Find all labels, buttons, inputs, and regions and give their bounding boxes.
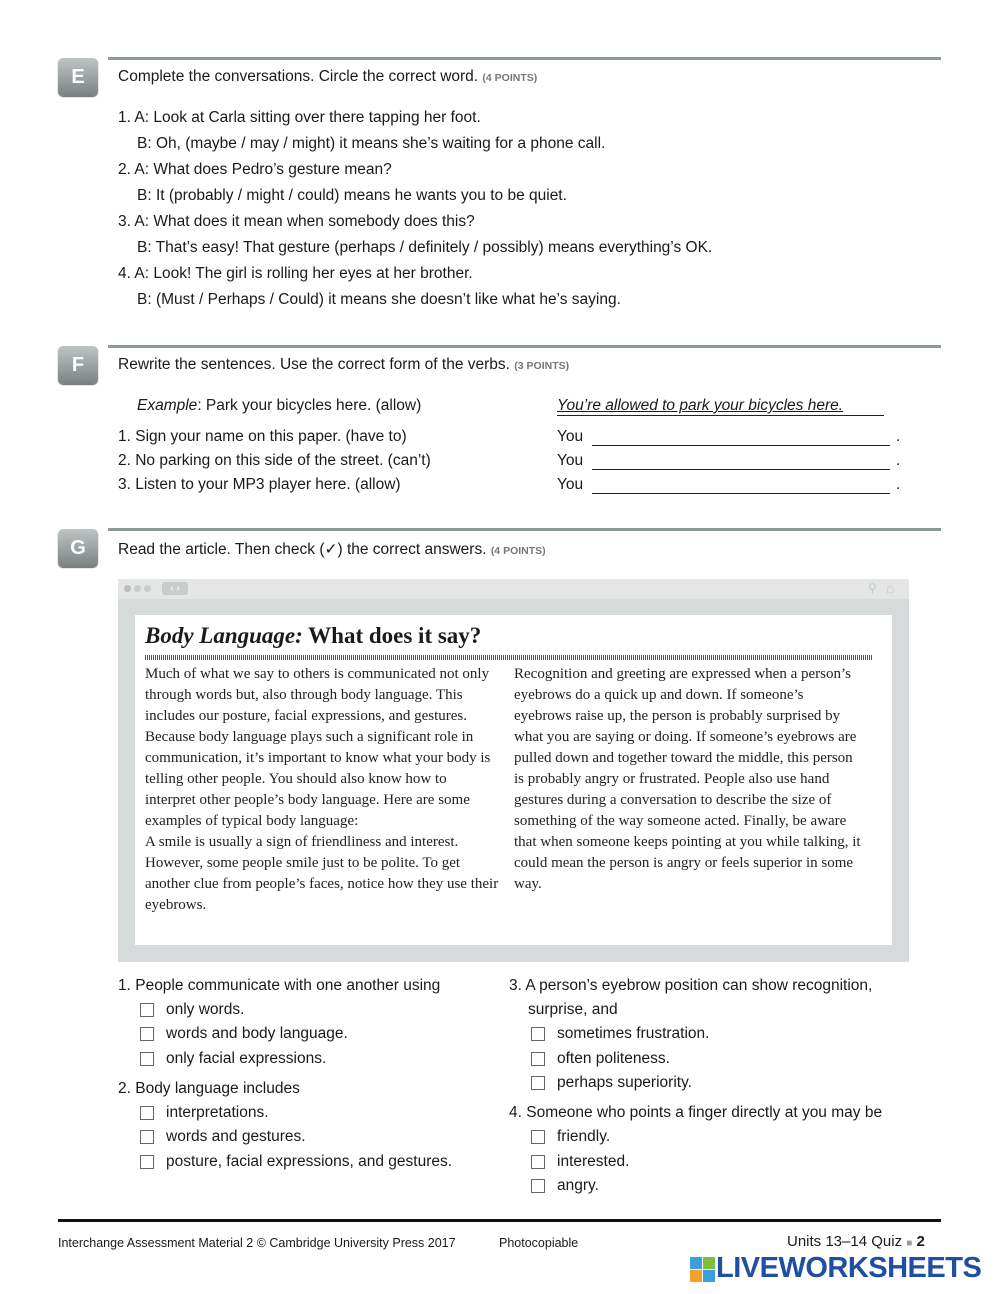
search-icon: ⚲ [868, 581, 877, 595]
f-item-2-prefix: You [557, 452, 584, 469]
window-dot-icon [144, 585, 151, 592]
e-line-2b[interactable]: B: It (probably / might / could) means he wants you to be quiet. [137, 187, 567, 204]
question-3-option-2-checkbox[interactable] [531, 1052, 545, 1066]
section-e-points: (4 POINTS) [482, 72, 538, 84]
question-1-option-3-checkbox[interactable] [140, 1052, 154, 1066]
question-1-stem: 1. People communicate with one another using [118, 977, 441, 994]
f-item-2-suffix: . [896, 452, 901, 469]
f-item-2: 2. No parking on this side of the street. (can’t) [118, 452, 431, 469]
question-1-option-3: only facial expressions. [166, 1050, 327, 1067]
article-left-paragraph-2: A smile is usually a sign of friendliness and interest. However, some people smile just to be polite. To get another clue from people’s faces, notice how they use their eyebrows. [145, 834, 499, 913]
article-title: Body Language: What does it say? [145, 623, 482, 648]
question-2-option-2-checkbox[interactable] [140, 1130, 154, 1144]
article-column-left [145, 664, 501, 916]
footer-separator-icon: ■ [906, 1238, 913, 1249]
article-title-divider [145, 655, 873, 660]
section-e-rule [108, 57, 941, 60]
e-line-2a: 2. A: What does Pedro’s gesture mean? [118, 161, 392, 178]
e-line-3a: 3. A: What does it mean when somebody does this? [118, 213, 475, 230]
f-item-3-suffix: . [896, 476, 901, 493]
window-dot-icon [134, 585, 141, 592]
footer-copyright: Interchange Assessment Material 2 © Cambridge University Press 2017 [58, 1236, 456, 1250]
section-g-instruction: Read the article. Then check (✓) the correct answers. (4 POINTS) [118, 541, 546, 558]
question-2-option-3-checkbox[interactable] [140, 1155, 154, 1169]
browser-toolbar [118, 579, 909, 599]
question-1-option-2: words and body language. [166, 1025, 348, 1042]
question-2-option-2: words and gestures. [166, 1128, 306, 1145]
liveworksheets-logo-icon [690, 1257, 716, 1283]
window-dot-icon [124, 585, 131, 592]
question-2-option-1: interpretations. [166, 1104, 269, 1121]
question-4-option-1-checkbox[interactable] [531, 1130, 545, 1144]
question-1-option-1-checkbox[interactable] [140, 1003, 154, 1017]
question-2-option-1-checkbox[interactable] [140, 1106, 154, 1120]
section-f-rule [108, 345, 941, 348]
e-line-1b[interactable]: B: Oh, (maybe / may / might) it means she’s waiting for a phone call. [137, 135, 606, 152]
question-3-option-1-checkbox[interactable] [531, 1027, 545, 1041]
section-g-badge: G [58, 529, 98, 567]
footer-page-number: 2 [916, 1233, 925, 1250]
e-line-4b[interactable]: B: (Must / Perhaps / Could) it means she doesn’t like what he’s saying. [137, 291, 621, 308]
question-3-option-3-checkbox[interactable] [531, 1076, 545, 1090]
question-4-option-2-checkbox[interactable] [531, 1155, 545, 1169]
question-3-stem: 3. A person’s eyebrow position can show recognition, [509, 977, 873, 994]
question-4-stem: 4. Someone who points a finger directly at you may be [509, 1104, 883, 1121]
liveworksheets-brand[interactable]: LIVEWORKSHEETS [716, 1252, 982, 1284]
footer-photocopiable: Photocopiable [499, 1236, 579, 1250]
f-item-1-suffix: . [896, 428, 901, 445]
back-forward-icon: ‹ › [162, 582, 188, 595]
section-f-points: (3 POINTS) [514, 360, 570, 372]
f-item-1: 1. Sign your name on this paper. (have to) [118, 428, 407, 445]
article-right-paragraph: Recognition and greeting are expressed when a person’s eyebrows do a quick up and down. If someone’s eyebrows raise up, the person is probably surprised by what you are saying or doing. If someone’s eyebrows are pulled down and together toward the middle, this person is probably angry or frustrated. People also use hand gestures during a conversation to describe the size of something of the way someone acted. Finally, be aware that when someone keeps pointing at you while talking, it could mean the person is angry or feels superior in some way. [514, 666, 861, 892]
question-1-option-2-checkbox[interactable] [140, 1027, 154, 1041]
f-item-3-prefix: You [557, 476, 584, 493]
question-1-option-1: only words. [166, 1001, 245, 1018]
question-3-stem-continued: surprise, and [528, 1001, 618, 1018]
f-example-answer: You’re allowed to park your bicycles here. [557, 397, 844, 414]
question-3-option-1: sometimes frustration. [557, 1025, 710, 1042]
question-3-option-2: often politeness. [557, 1050, 670, 1067]
e-line-3b[interactable]: B: That’s easy! That gesture (perhaps / definitely / possibly) means everything’s OK. [137, 239, 713, 256]
e-line-1a: 1. A: Look at Carla sitting over there tapping her foot. [118, 109, 481, 126]
question-4-option-2: interested. [557, 1153, 630, 1170]
home-icon: ⌂ [886, 580, 895, 596]
f-item-1-prefix: You [557, 428, 584, 445]
f-item-3: 3. Listen to your MP3 player here. (allow) [118, 476, 401, 493]
f-example: Example: Park your bicycles here. (allow) [137, 397, 422, 414]
article-column-right [514, 664, 862, 895]
section-e-badge: E [58, 58, 98, 96]
f-example-underline [557, 415, 884, 416]
article-left-paragraph-1: Much of what we say to others is communicated not only through words but, also through body language. This includes our posture, facial expressions, and gestures. Because body language plays such a significant role in communication, it’s important to know what your body is telling other people. You should also know how to interpret other people’s body language. Here are some examples of typical body language: [145, 666, 491, 829]
question-4-option-3: angry. [557, 1177, 599, 1194]
footer-rule [58, 1219, 941, 1222]
section-g-rule [108, 528, 941, 531]
section-g-points: (4 POINTS) [490, 545, 546, 557]
f-item-1-answer-line[interactable] [592, 445, 890, 446]
question-4-option-1: friendly. [557, 1128, 611, 1145]
section-e-instruction: Complete the conversations. Circle the correct word. (4 POINTS) [118, 68, 538, 85]
f-example-label: Example [137, 397, 198, 414]
section-f-instruction: Rewrite the sentences. Use the correct form of the verbs. (3 POINTS) [118, 356, 570, 373]
f-item-3-answer-line[interactable] [592, 493, 890, 494]
question-2-option-3: posture, facial expressions, and gestures. [166, 1153, 453, 1170]
question-3-option-3: perhaps superiority. [557, 1074, 692, 1091]
section-f-badge: F [58, 346, 98, 384]
e-line-4a: 4. A: Look! The girl is rolling her eyes at her brother. [118, 265, 473, 282]
footer-quiz-title: Units 13–14 Quiz ■ 2 [787, 1233, 925, 1250]
f-item-2-answer-line[interactable] [592, 469, 890, 470]
question-4-option-3-checkbox[interactable] [531, 1179, 545, 1193]
question-2-stem: 2. Body language includes [118, 1080, 300, 1097]
